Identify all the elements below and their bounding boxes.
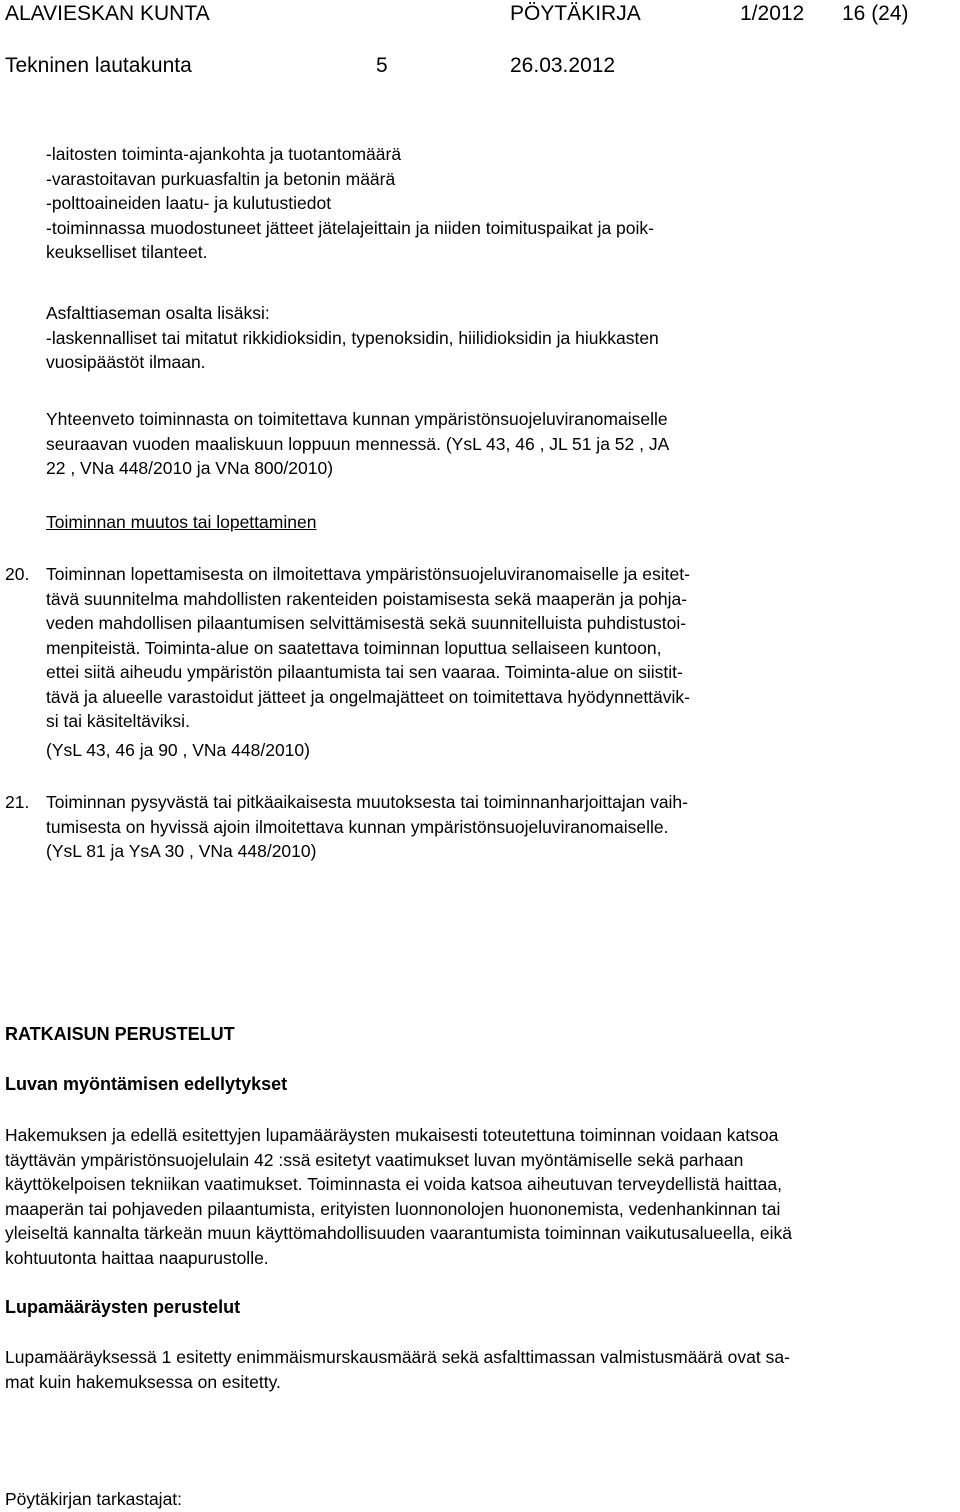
org-name: ALAVIESKAN KUNTA bbox=[5, 2, 210, 25]
text-line: Yhteenveto toiminnasta on toimitettava kunnan ympäristönsuojeluviranomaiselle bbox=[46, 409, 668, 429]
board-name: Tekninen lautakunta bbox=[5, 54, 192, 77]
item-number-20: 20. bbox=[5, 564, 30, 584]
list-item: -laitosten toiminta-ajankohta ja tuotantomäärä bbox=[46, 144, 402, 164]
text-line: kohtuutonta haittaa naapurustolle. bbox=[5, 1247, 269, 1268]
text-line: vuosipäästöt ilmaan. bbox=[46, 352, 206, 372]
text-line: tävä suunnitelma mahdollisten rakenteiden poistamisesta sekä maaperän ja pohja- bbox=[46, 588, 688, 609]
text-line: 22 , VNa 448/2010 ja VNa 800/2010) bbox=[46, 458, 334, 478]
text-line: Lupamääräyksessä 1 esitetty enimmäismurskausmäärä sekä asfalttimassan valmistusmäärä ovat sa- bbox=[5, 1347, 790, 1367]
text-line: täyttävän ympäristönsuojelulain 42 :ssä esitetyt vaatimukset luvan myöntämiselle sekä parhaan bbox=[5, 1149, 744, 1170]
item-20-text bbox=[46, 562, 946, 762]
item-21-text bbox=[46, 790, 946, 864]
list-item: -polttoaineiden laatu- ja kulutustiedot bbox=[46, 193, 332, 213]
text-line: Hakemuksen ja edellä esitettyjen lupamääräysten mukaisesti toteutettuna toiminnan voidaan katsoa bbox=[5, 1125, 779, 1145]
permit-grounds-heading: Lupamääräysten perustelut bbox=[5, 1297, 241, 1317]
summary-block bbox=[46, 407, 946, 481]
document-type: PÖYTÄKIRJA bbox=[510, 2, 641, 25]
text-line: tumisesta on hyvissä ajoin ilmoitettava kunnan ympäristönsuojeluviranomaiselle. bbox=[46, 816, 669, 837]
section-subheading bbox=[46, 510, 946, 535]
reviewers-label: Pöytäkirjan tarkastajat: bbox=[5, 1489, 183, 1509]
text-line: Toiminnan lopettamisesta on ilmoitettava ympäristönsuojeluviranomaiselle ja esitet- bbox=[46, 564, 690, 584]
legal-reference: (YsL 43, 46 ja 90 , VNa 448/2010) bbox=[46, 739, 310, 760]
section-number: 5 bbox=[376, 54, 388, 77]
text-line: yleiseltä kannalta tärkeän muun käyttömahdollisuuden vaarantumista toiminnan vaikutusalueella, eikä bbox=[5, 1223, 792, 1243]
item-number-21: 21. bbox=[5, 792, 30, 812]
text-line: mat kuin hakemuksessa on esitetty. bbox=[5, 1371, 281, 1392]
text-line: seuraavan vuoden maaliskuun loppuun mennessä. (YsL 43, 46 , JL 51 ja 52 , JA bbox=[46, 433, 670, 454]
text-line: tävä ja alueelle varastoidut jätteet ja ongelmajätteet on toimitettava hyödynnettävik- bbox=[46, 686, 690, 707]
text-line: ettei siitä aiheudu ympäristön pilaantumista tai sen vaaraa. Toiminta-alue on siistit- bbox=[46, 662, 683, 682]
text-line: veden mahdollisen pilaantumisen selvittämisestä sekä suunnitelluista puhdistustoi- bbox=[46, 613, 687, 633]
rationale-title: RATKAISUN PERUSTELUT bbox=[5, 1024, 235, 1044]
text-line: Asfalttiaseman osalta lisäksi: bbox=[46, 303, 270, 323]
text-line: Toiminnan pysyvästä tai pitkäaikaisesta muutoksesta tai toiminnanharjoittajan vaih- bbox=[46, 792, 688, 812]
text-line: käyttökelpoisen tekniikan vaatimukset. Toiminnasta ei voida katsoa aiheutuvan terveydellistä haittaa, bbox=[5, 1174, 782, 1194]
list-item: -toiminnassa muodostuneet jätteet jätelajeittain ja niiden toimituspaikat ja poik- bbox=[46, 217, 654, 238]
subheading-text: Toiminnan muutos tai lopettaminen bbox=[46, 512, 317, 532]
permit-conditions-heading: Luvan myöntämisen edellytykset bbox=[5, 1074, 288, 1094]
meeting-date: 26.03.2012 bbox=[510, 54, 616, 77]
text-line: -laskennalliset tai mitatut rikkidioksidin, typenoksidin, hiilidioksidin ja hiukkasten bbox=[46, 327, 659, 348]
permit-grounds-paragraph bbox=[5, 1345, 955, 1394]
document-number: 1/2012 bbox=[740, 2, 805, 25]
text-line: maaperän tai pohjaveden pilaantumista, erityisten luonnonolojen huononemista, vedenhankinnan tai bbox=[5, 1198, 781, 1219]
permit-conditions-paragraph bbox=[5, 1123, 955, 1270]
list-item: -varastoitavan purkuasfaltin ja betonin määrä bbox=[46, 168, 396, 189]
legal-reference: (YsL 81 ja YsA 30 , VNa 448/2010) bbox=[46, 841, 317, 861]
asphalt-station-block bbox=[46, 301, 946, 375]
list-item: keukselliset tilanteet. bbox=[46, 242, 208, 262]
text-line: menpiteistä. Toiminta-alue on saatettava toiminnan loputtua sellaiseen kuntoon, bbox=[46, 637, 662, 658]
reporting-items-list bbox=[46, 142, 946, 265]
page-number: 16 (24) bbox=[842, 2, 909, 25]
text-line: si tai käsiteltäviksi. bbox=[46, 711, 190, 731]
